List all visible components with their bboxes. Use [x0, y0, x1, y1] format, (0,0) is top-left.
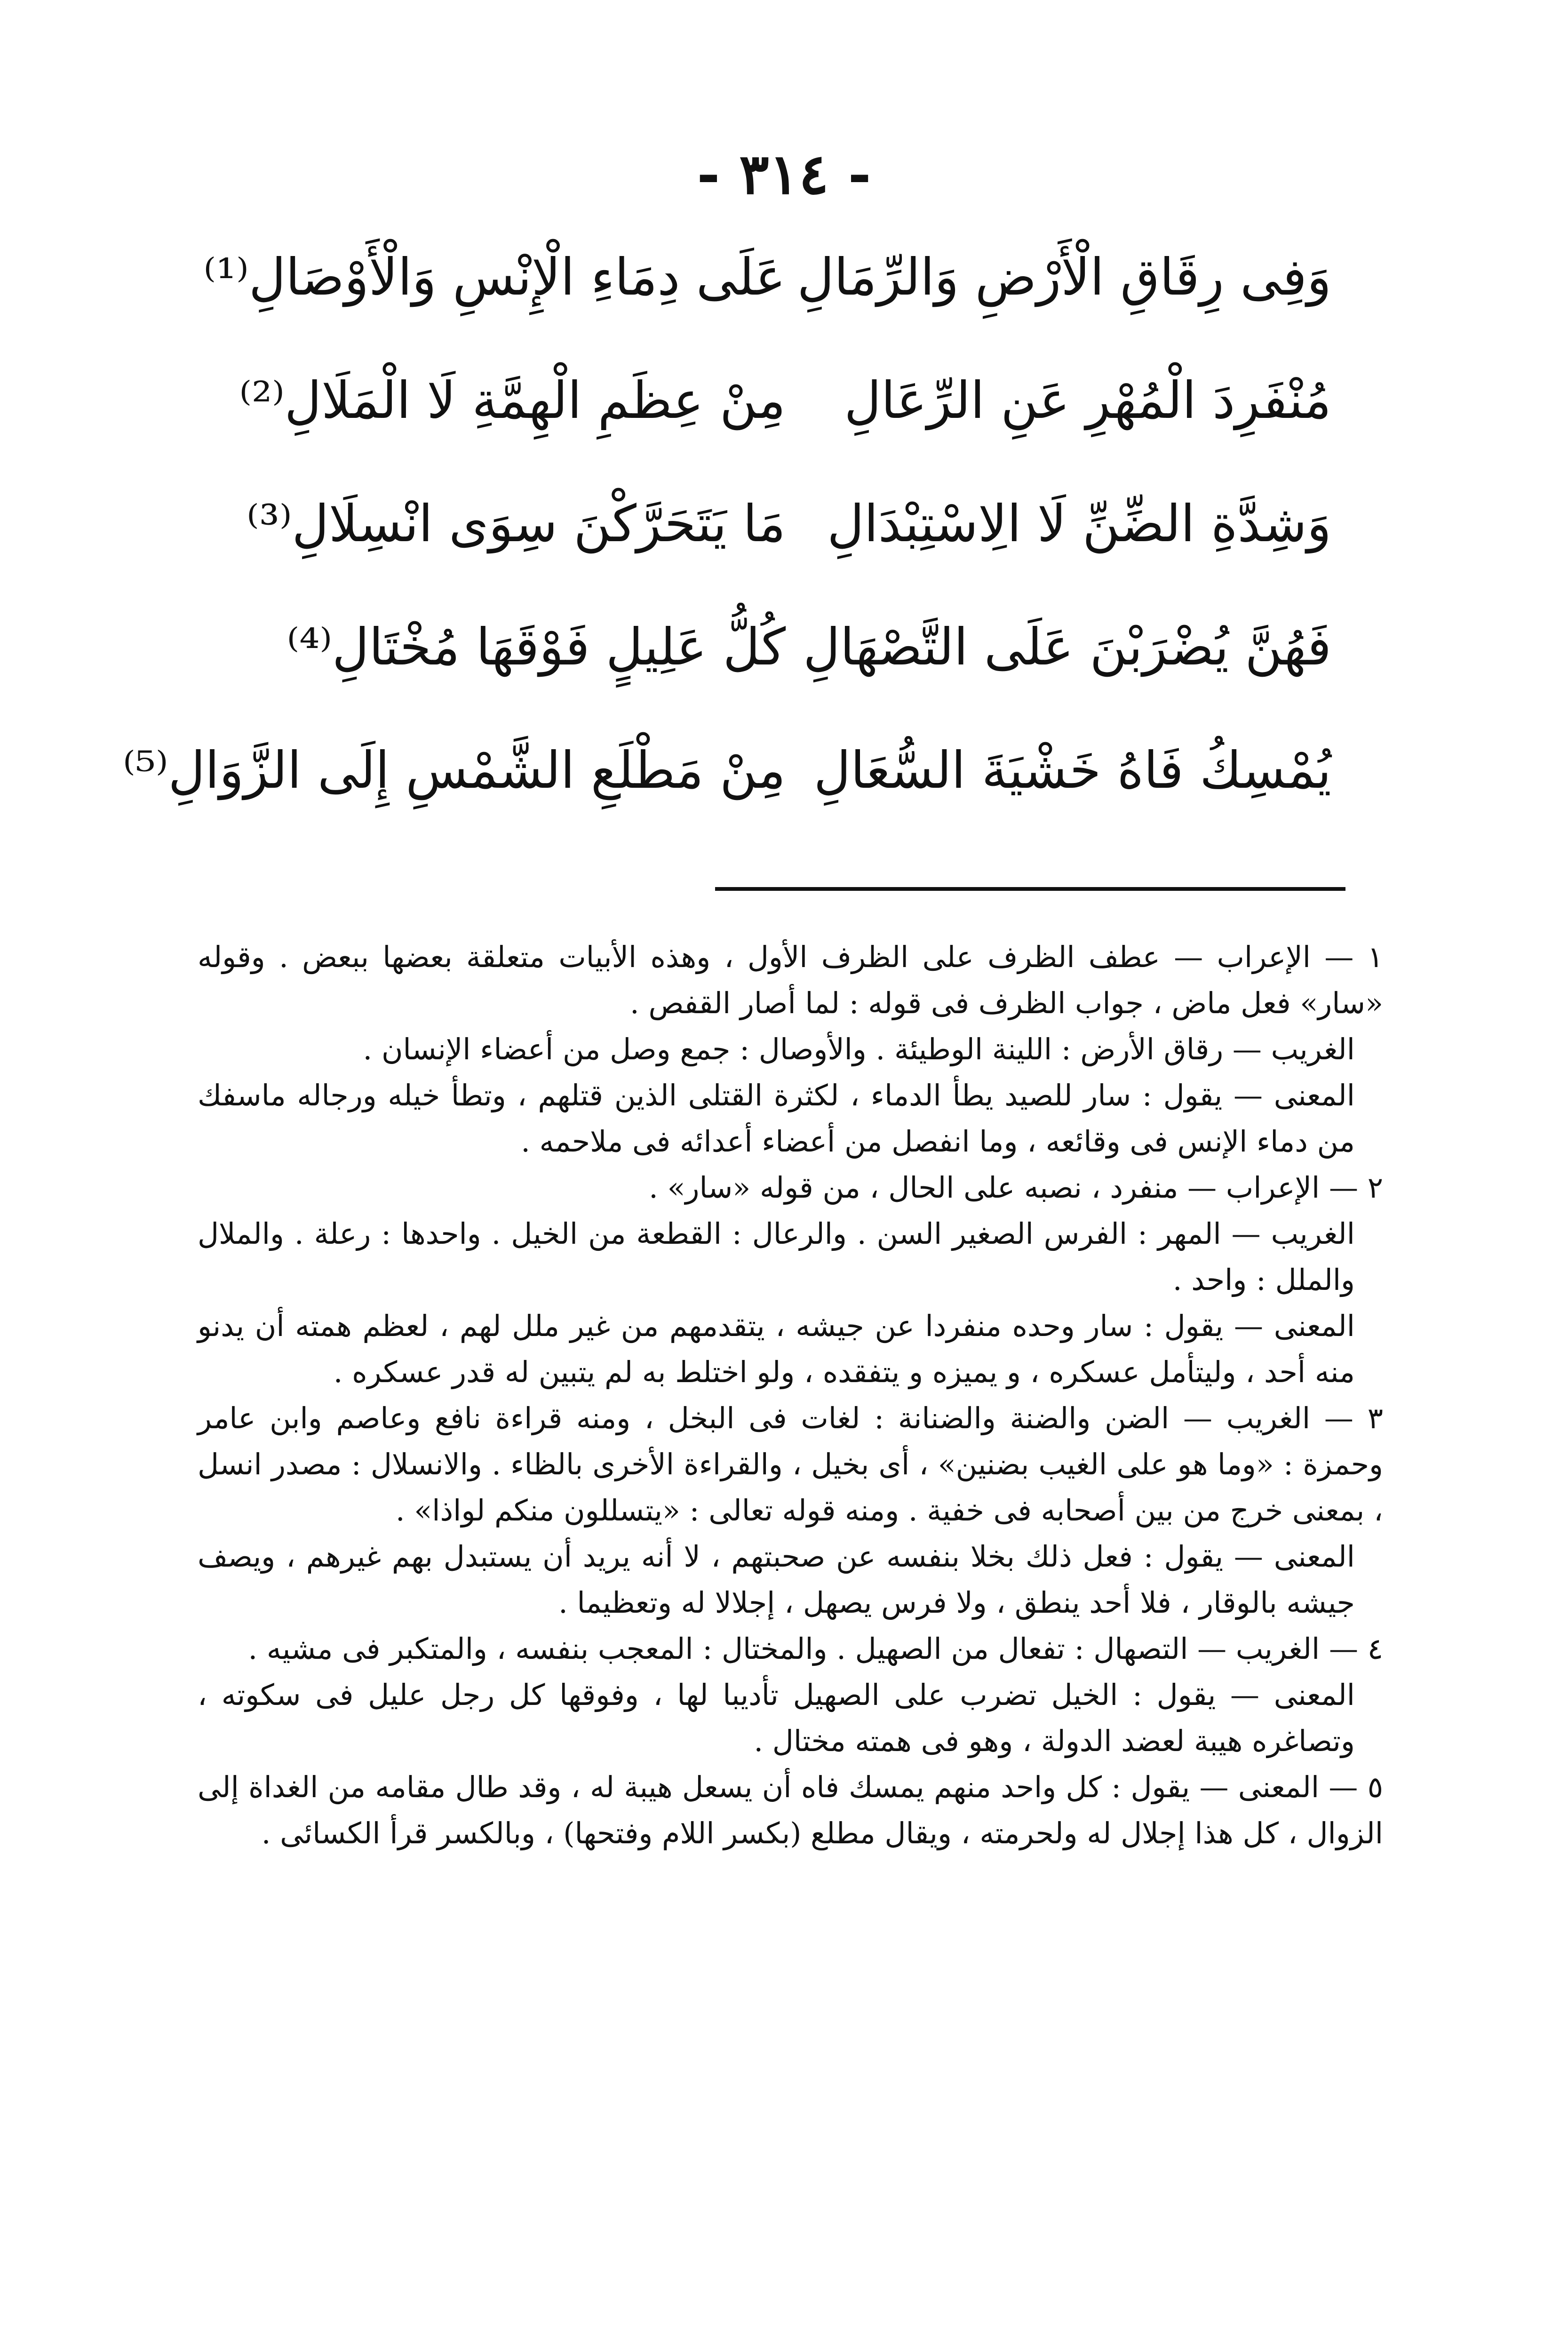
poem — [123, 221, 1331, 838]
verse-2 — [221, 344, 1331, 468]
note-3-vocabulary: ٣ — الغريب — الضن والضنة والضنانة : لغات فى البخل ، ومنه قراءة نافع وعاصم وابن عامر وحمزة : «وما هو على الغيب بضنين» ، أى بخيل ، والقراءة الأخرى بالظاء . والانسلال : مصدر انسل ، بمعنى خرج من بين أصحابه فى خفية . ومنه قوله تعالى : «يتسللون منكم لواذا» . — [198, 1401, 1383, 1528]
footnotes — [198, 934, 1383, 1856]
verse-4 — [221, 591, 1331, 714]
verse-4-first-hemistich: فَهُنَّ يُضْرَبْنَ عَلَى التَّصْهَالِ — [803, 618, 1331, 677]
verse-3-second-hemistich: مَا يَتَحَرَّكْنَ سِوَى انْسِلَالِ⁽³⁾ — [247, 495, 786, 553]
verse-3 — [221, 468, 1331, 591]
verse-2-first-hemistich: مُنْفَرِدَ الْمُهْرِ عَنِ الرِّعَالِ — [844, 371, 1331, 430]
note-2-vocabulary: الغريب — المهر : الفرس الصغير السن . والرعال : القطعة من الخيل . واحدها : رعلة . والملال والملل : واحد . — [198, 1216, 1355, 1297]
verse-1 — [203, 221, 1331, 344]
verse-5-second-hemistich: مِنْ مَطْلَعِ الشَّمْسِ إِلَى الزَّوَالِ⁽⁵⁾ — [123, 741, 786, 800]
note-5-meaning: ٥ — المعنى — يقول : كل واحد منهم يمسك فاه أن يسعل هيبة له ، وقد طال مقامه من الغداة إلى الزوال ، كل هذا إجلال له ولحرمته ، ويقال مطلع (بكسر اللام وفتحها) ، وبالكسر قرأ الكسائى . — [198, 1770, 1383, 1850]
note-3-meaning: المعنى — يقول : فعل ذلك بخلا بنفسه عن صحبتهم ، لا أنه يريد أن يستبدل بهم غيرهم ، ويصف جيشه بالوقار ، فلا أحد ينطق ، ولا فرس يصهل ، إجلالا له وتعظيما . — [198, 1539, 1355, 1620]
verse-4-second-hemistich: كُلُّ عَلِيلٍ فَوْقَهَا مُخْتَالِ⁽⁴⁾ — [287, 618, 786, 677]
note-2-meaning: المعنى — يقول : سار وحده منفردا عن جيشه ، يتقدمهم من غير ملل لهم ، لعظم همته أن يدنو منه أحد ، وليتأمل عسكره ، و يميزه و يتفقده ، ولو اختلط به لم يتبين له قدر عسكره . — [198, 1309, 1355, 1389]
verse-2-second-hemistich: مِنْ عِظَمِ الْهِمَّةِ لَا الْمَلَالِ⁽²⁾ — [239, 371, 786, 430]
note-4-vocabulary: ٤ — الغريب — التصهال : تفعال من الصهيل . والمختال : المعجب بنفسه ، والمتكبر فى مشيه . — [248, 1632, 1383, 1666]
note-1-meaning: المعنى — يقول : سار للصيد يطأ الدماء ، لكثرة القتلى الذين قتلهم ، وتطأ خيله ورجاله ماسفك من دماء الإنس فى وقائعه ، وما انفصل من أعضاء أعدائه فى ملاحمه . — [198, 1078, 1355, 1159]
page-number: - ٣١٤ - — [697, 141, 871, 207]
verse-1-first-hemistich: وَفِى رِقَاقِ الْأَرْضِ وَالرِّمَالِ — [797, 248, 1331, 307]
verse-5 — [123, 714, 1331, 838]
verse-5-first-hemistich: يُمْسِكُ فَاهُ خَشْيَةَ السُّعَالِ — [813, 741, 1331, 800]
verse-1-second-hemistich: عَلَى دِمَاءِ الْإِنْسِ وَالْأَوْصَالِ⁽¹⁾ — [203, 248, 786, 307]
note-4-meaning: المعنى — يقول : الخيل تضرب على الصهيل تأديبا لها ، وفوقها كل رجل عليل فى سكوته ، وتصاغره هيبة لعضد الدولة ، وهو فى همته مختال . — [198, 1678, 1355, 1758]
footnote-separator — [715, 887, 1345, 891]
verse-3-first-hemistich: وَشِدَّةِ الضِّنِّ لَا الِاسْتِبْدَالِ — [827, 495, 1331, 553]
note-2-grammar: ٢ — الإعراب — منفرد ، نصبه على الحال ، من قوله «سار» . — [649, 1170, 1383, 1205]
note-1-vocabulary: الغريب — رقاق الأرض : اللينة الوطيئة . والأوصال : جمع وصل من أعضاء الإنسان . — [363, 1032, 1355, 1066]
note-1-grammar: ١ — الإعراب — عطف الظرف على الظرف الأول ، وهذه الأبيات متعلقة بعضها ببعض . وقوله «سار» فعل ماض ، جواب الظرف فى قوله : لما أصار القفص . — [198, 940, 1383, 1020]
